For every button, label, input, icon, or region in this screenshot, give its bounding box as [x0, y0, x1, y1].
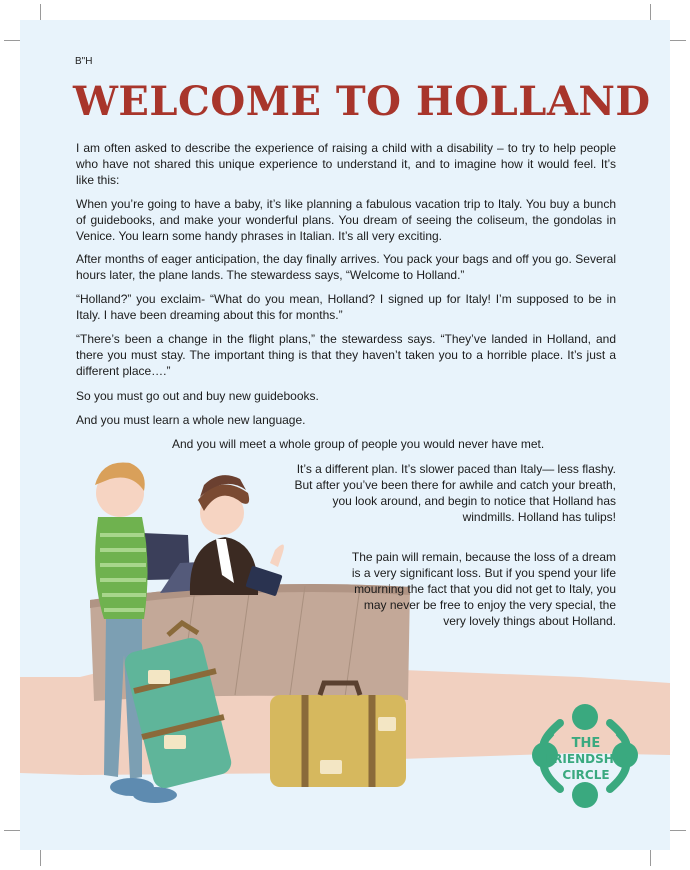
- paragraph: When you’re going to have a baby, it’s like planning a fabulous vacation trip to Italy. You buy a bunch of guidebooks, and make your wonderful plans. You dream of seeing the coliseum, the gondolas in Venice. You learn some handy phrases in Italian. It’s all very exciting.: [76, 197, 616, 243]
- paragraph: And you will meet a whole group of people you would never have met.: [172, 437, 545, 451]
- paragraph: “Holland?” you exclaim- “What do you mean, Holland? I signed up for Italy! I’m supposed to be in Italy. I have been dreaming about this for months.”: [76, 292, 616, 322]
- paragraph: After months of eager anticipation, the day finally arrives. You pack your bags and off you go. Several hours later, the plane lands. The stewardess says, “Welcome to Holland.”: [76, 252, 616, 282]
- crop-mark: [4, 830, 20, 831]
- logo-line-3: CIRCLE: [562, 768, 610, 782]
- paragraph: So you must go out and buy new guidebooks.: [76, 389, 319, 403]
- crop-mark: [40, 4, 41, 20]
- paragraph: The pain will remain, because the loss of a dream is a very significant loss. But if you spend your life mourning the fact that you did not get to Italy, you may never be free to enjoy the very special, the very lovely things about Holland.: [351, 550, 616, 628]
- paragraph: And you must learn a whole new language.: [76, 413, 306, 427]
- crop-mark: [40, 850, 41, 866]
- logo-line-1: THE: [571, 736, 601, 751]
- crop-mark: [670, 830, 686, 831]
- crop-mark: [650, 850, 651, 866]
- page-title: WELCOME TO HOLLAND: [73, 78, 651, 125]
- paragraph: I am often asked to describe the experience of raising a child with a disability – to try to help people who have not shared this unique experience to understand it, and to imagine how it would feel. It’s like this:: [76, 141, 616, 187]
- logo-line-2: FRIENDSHIP: [544, 752, 628, 766]
- crop-mark: [4, 40, 20, 41]
- crop-mark: [650, 4, 651, 20]
- boy-shirt: [95, 517, 147, 619]
- paragraph: “There’s been a change in the flight plans,” the stewardess says. “They’ve landed in Holland, and there you must stay. The important thing is that they haven’t taken you to a horrible place. It’s just a different place….”: [76, 332, 616, 378]
- header-mark: B"H: [75, 56, 93, 67]
- crop-mark: [670, 40, 686, 41]
- paragraph: It’s a different plan. It’s slower paced than Italy— less flashy. But after you’ve been there for awhile and catch your breath, you look around, and begin to notice that Holland has windmills. Holland has tulips!: [294, 462, 616, 524]
